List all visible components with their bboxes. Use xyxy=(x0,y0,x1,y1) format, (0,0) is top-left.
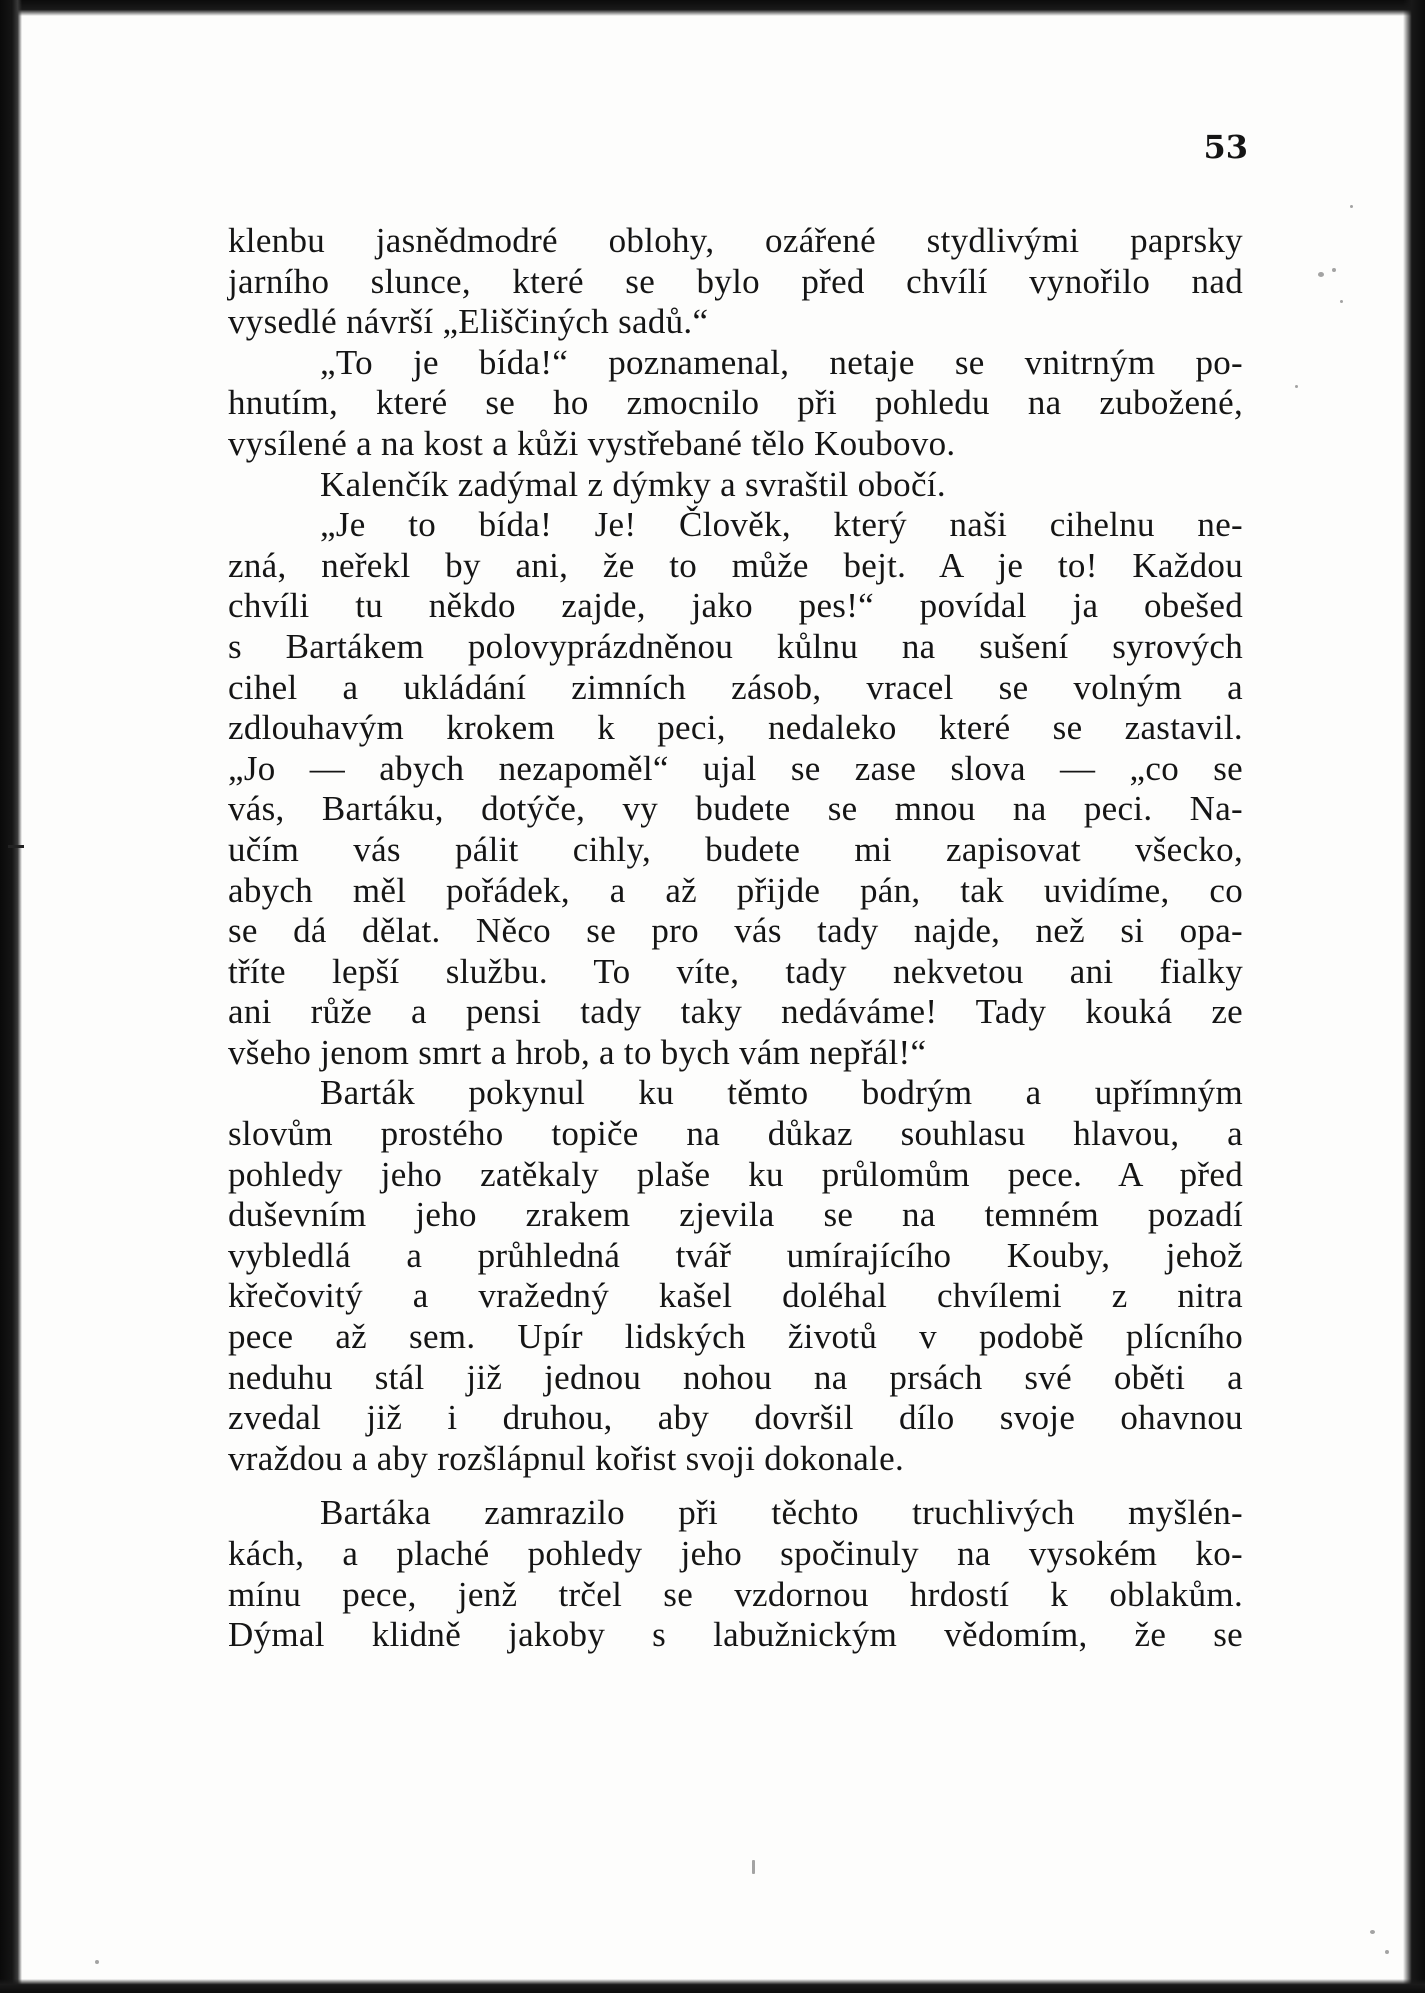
text-line: Dýmal klidně jakoby s labužnickým vědomím, že se xyxy=(228,1615,1243,1655)
scan-speck xyxy=(1385,1950,1389,1954)
scan-edge-left xyxy=(0,0,22,1993)
text-line: zvedal již i druhou, aby dovršil dílo svoje ohavnou xyxy=(228,1398,1243,1438)
scan-speck xyxy=(95,1960,99,1964)
text-line: slovům prostého topiče na důkaz souhlasu hlavou, a xyxy=(228,1114,1243,1154)
text-line: pece až sem. Upír lidských životů v podobě plícního xyxy=(228,1317,1243,1357)
text-line: se dá dělat. Něco se pro vás tady najde, než si opa- xyxy=(228,911,1243,951)
body-text xyxy=(228,221,1243,1656)
scan-speck xyxy=(1318,272,1324,277)
text-line: abych měl pořádek, a až přijde pán, tak uvidíme, co xyxy=(228,870,1243,910)
text-line: kách, a plaché pohledy jeho spočinuly na vysokém ko- xyxy=(228,1534,1243,1573)
page-number: 53 xyxy=(1203,128,1248,166)
text-line: křečovitý a vražedný kašel doléhal chvílemi z nitra xyxy=(228,1276,1243,1316)
text-line: zdlouhavým krokem k peci, nedaleko které se zastavil. xyxy=(228,708,1243,748)
text-line: „To je bída!“ poznamenal, netaje se vnitrným po- xyxy=(320,342,1243,382)
text-line: vybledlá a průhledná tvář umírajícího Kouby, jehož xyxy=(228,1235,1243,1275)
text-line: pohledy jeho zatěkaly plaše ku průlomům pece. A před xyxy=(228,1154,1243,1194)
text-line: jarního slunce, které se bylo před chvílí vynořilo nad xyxy=(228,261,1243,301)
scan-speck xyxy=(1295,385,1298,388)
text-line: vysedlé návrší „Eliščiných sadů.“ xyxy=(228,302,709,342)
text-line: vás, Bartáku, dotýče, vy budete se mnou na peci. Na- xyxy=(228,789,1243,829)
scan-speck xyxy=(752,1860,755,1874)
text-line: Bartáka zamrazilo při těchto truchlivých myšlén- xyxy=(320,1493,1243,1533)
text-line: zná, neřekl by ani, že to může bejt. A je to! Každou xyxy=(228,545,1243,585)
text-line: Barták pokynul ku těmto bodrým a upřímným xyxy=(320,1073,1243,1113)
scan-edge-top xyxy=(0,0,1425,16)
text-line: neduhu stál již jednou nohou na prsách své oběti a xyxy=(228,1357,1243,1397)
text-line: klenbu jasnědmodré oblohy, ozářené stydlivými paprsky xyxy=(228,221,1243,260)
text-line: Kalenčík zadýmal z dýmky a svraštil obočí. xyxy=(320,464,946,504)
scan-edge-bottom xyxy=(0,1979,1425,1993)
text-line: vraždou a aby rozšlápnul kořist svoji dokonale. xyxy=(228,1438,905,1478)
scan-speck xyxy=(1340,300,1343,303)
text-line: učím vás pálit cihly, budete mi zapisovat všecko, xyxy=(228,829,1243,869)
text-line: duševním jeho zrakem zjevila se na temném pozadí xyxy=(228,1195,1243,1235)
text-line: vysílené a na kost a kůži vystřebané tělo Koubovo. xyxy=(228,423,956,463)
text-line: s Bartákem polovyprázdněnou kůlnu na sušení syrových xyxy=(228,626,1243,666)
text-line: „Jo — abych nezapoměl“ ujal se zase slova — „co se xyxy=(228,748,1243,788)
text-line: všeho jenom smrt a hrob, a to bych vám nepřál!“ xyxy=(228,1032,927,1072)
text-line: hnutím, které se ho zmocnilo při pohledu na zubožené, xyxy=(228,383,1243,423)
scan-speck xyxy=(1332,268,1336,272)
text-line: chvíli tu někdo zajde, jako pes!“ povídal ja obešed xyxy=(228,586,1243,626)
text-line: tříte lepší službu. To víte, tady nekvetou ani fialky xyxy=(228,951,1243,991)
text-line: cihel a ukládání zimních zásob, vracel se volným a xyxy=(228,667,1243,707)
text-line: „Je to bída! Je! Člověk, který naši cihelnu ne- xyxy=(320,505,1243,545)
scan-speck xyxy=(1370,1930,1375,1934)
scan-speck xyxy=(1350,205,1353,208)
text-line: ani růže a pensi tady taky nedáváme! Tady kouká ze xyxy=(228,992,1243,1032)
scan-edge-right xyxy=(1403,0,1425,1993)
margin-mark xyxy=(8,845,24,848)
text-line: mínu pece, jenž trčel se vzdornou hrdostí k oblakům. xyxy=(228,1574,1243,1614)
